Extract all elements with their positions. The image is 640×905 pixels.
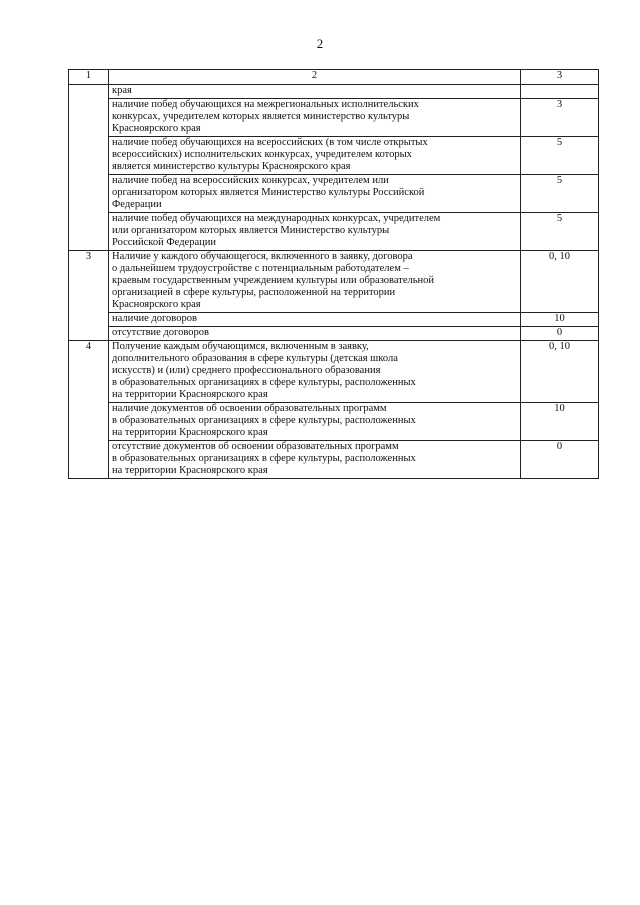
points-cell: 0, 10 — [521, 341, 599, 403]
table-row — [69, 137, 599, 175]
points-cell: 0 — [521, 441, 599, 479]
table-row — [69, 251, 599, 313]
table-row — [69, 341, 599, 403]
row-number-cell — [69, 85, 109, 251]
header-cell-points: 3 — [521, 70, 599, 85]
points-cell: 0 — [521, 327, 599, 341]
criterion-text: наличие документов об освоении образовательных программ в образовательных организациях в сфере культуры, расположенных на территории Красноярского края — [109, 403, 521, 441]
table-row — [69, 441, 599, 479]
points-cell: 3 — [521, 99, 599, 137]
row-number-cell: 3 — [69, 251, 109, 341]
row-number-cell: 4 — [69, 341, 109, 479]
criterion-text: Наличие у каждого обучающегося, включенного в заявку, договора о дальнейшем трудоустройстве с потенциальным работодателем – краевым государственным учреждением культуры или образовательной организацией в сфере культуры, расположенной на территории Красноярского края — [109, 251, 521, 313]
criterion-text: наличие побед обучающихся на всероссийских (в том числе открытых всероссийских) исполнительских конкурсах, учредителем которых является министерство культуры Красноярского края — [109, 137, 521, 175]
criterion-text: края — [109, 85, 521, 99]
points-cell — [521, 85, 599, 99]
table-row — [69, 403, 599, 441]
table-row — [69, 327, 599, 341]
criteria-table — [68, 69, 599, 479]
criterion-text: наличие побед обучающихся на межрегиональных исполнительских конкурсах, учредителем которых является министерство культуры Красноярского края — [109, 99, 521, 137]
page-number: 2 — [316, 36, 324, 51]
table-header-row — [69, 70, 599, 85]
criterion-text: наличие побед обучающихся на международных конкурсах, учредителем или организатором которых является Министерство культуры Российской Федерации — [109, 213, 521, 251]
criterion-text: наличие побед на всероссийских конкурсах, учредителем или организатором которых является Министерство культуры Российской Федерации — [109, 175, 521, 213]
table-row — [69, 99, 599, 137]
header-cell-criterion: 2 — [109, 70, 521, 85]
criterion-text: отсутствие договоров — [109, 327, 521, 341]
table-row — [69, 313, 599, 327]
table-row — [69, 175, 599, 213]
points-cell: 0, 10 — [521, 251, 599, 313]
table-row — [69, 213, 599, 251]
points-cell: 5 — [521, 175, 599, 213]
table-row — [69, 85, 599, 99]
criterion-text: Получение каждым обучающимся, включенным в заявку, дополнительного образования в сфере культуры (детская школа искусств) и (или) среднего профессионального образования в образовательных организациях в сфере культуры, расположенных на территории Красноярского края — [109, 341, 521, 403]
criterion-text: наличие договоров — [109, 313, 521, 327]
criterion-text: отсутствие документов об освоении образовательных программ в образовательных организациях в сфере культуры, расположенных на территории Красноярского края — [109, 441, 521, 479]
points-cell: 10 — [521, 313, 599, 327]
points-cell: 5 — [521, 137, 599, 175]
points-cell: 10 — [521, 403, 599, 441]
points-cell: 5 — [521, 213, 599, 251]
header-cell-number: 1 — [69, 70, 109, 85]
